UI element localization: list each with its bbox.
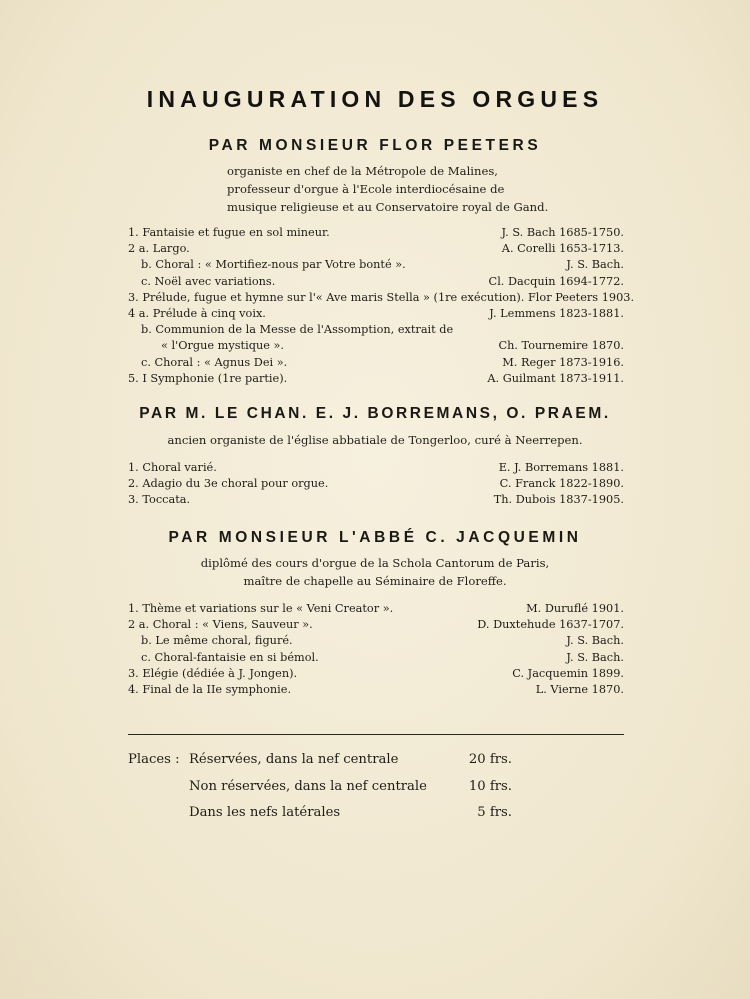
program-row (128, 633, 624, 649)
program-item: « l'Orgue mystique ». (161, 339, 284, 353)
program-item: b. Le même choral, figuré. (141, 634, 293, 648)
program-row (128, 355, 624, 371)
section-heading-jacquemin: PAR MONSIEUR L'ABBÉ C. JACQUEMIN (168, 529, 582, 546)
program-composer: C. Franck 1822-1890. (499, 477, 624, 491)
section-description-peeters (227, 162, 548, 216)
program-item: b. Communion de la Messe de l'Assomption, extrait de (141, 323, 454, 337)
price-description: Réservées, dans la nef centrale (189, 752, 399, 767)
description-line: musique religieuse et au Conservatoire royal de Gand. (227, 200, 549, 214)
description-line: organiste en chef de la Métropole de Malines, (227, 164, 498, 178)
program-item: 4. Final de la IIe symphonie. (128, 682, 292, 696)
price-row (128, 747, 548, 774)
section-heading-borremans: PAR M. LE CHAN. E. J. BORREMANS, O. PRAEM. (139, 405, 611, 422)
program-item: 5. I Symphonie (1re partie). (128, 371, 288, 385)
program-row (128, 257, 624, 273)
program-item: 2. Adagio du 3e choral pour orgue. (128, 477, 329, 491)
program-composer: A. Corelli 1653-1713. (501, 242, 624, 256)
price-description: Non réservées, dans la nef centrale (189, 778, 427, 794)
divider-rule (128, 734, 624, 735)
program-row (128, 666, 624, 682)
program-item: 3. Elégie (dédiée à J. Jongen). (128, 666, 298, 680)
program-item: 2 a. Largo. (128, 242, 190, 256)
program-composer: M. Duruflé 1901. (526, 602, 624, 615)
program-row (128, 322, 624, 338)
program-composer: Ch. Tournemire 1870. (498, 339, 624, 353)
program-row (128, 274, 624, 290)
program-row (128, 476, 624, 492)
program-row (128, 617, 624, 633)
description-line: maître de chapelle au Séminaire de Floreffe. (243, 574, 507, 588)
section-heading-peeters: PAR MONSIEUR FLOR PEETERS (208, 137, 542, 154)
program-row (128, 290, 635, 306)
section-description-borremans (0, 431, 750, 449)
page-title: INAUGURATION DES ORGUES (146, 86, 604, 112)
section-description-jacquemin (0, 554, 750, 590)
places-label: Places : (128, 752, 180, 767)
program-item: 3. Toccata. (128, 493, 191, 507)
places-pricing (128, 747, 548, 827)
program-row (128, 682, 624, 698)
program-row (128, 460, 624, 476)
program-row (128, 306, 624, 322)
price-row (128, 774, 548, 801)
program-composer: D. Duxtehude 1637-1707. (477, 618, 624, 632)
price-value: 5 frs. (477, 805, 512, 820)
program-row (128, 225, 624, 241)
description-line: professeur d'orgue à l'Ecole interdiocésaine de (227, 182, 505, 196)
program-item: c. Choral-fantaisie en si bémol. (141, 650, 319, 664)
program-item: 1. Choral varié. (128, 461, 217, 474)
price-row (128, 800, 548, 827)
program-item: 3. Prélude, fugue et hymne sur l'« Ave maris Stella » (1re exécution). Flor Peeters 1903. (128, 290, 635, 304)
program-item: c. Noël avec variations. (141, 274, 276, 288)
program-composer: A. Guilmant 1873-1911. (487, 371, 624, 385)
program-list-jacquemin (128, 601, 624, 698)
price-value: 20 frs. (468, 752, 512, 767)
program-list-borremans (128, 460, 624, 509)
price-description: Dans les nefs latérales (189, 805, 341, 820)
program-row (128, 492, 624, 508)
program-composer: C. Jacquemin 1899. (512, 666, 624, 680)
program-composer: Cl. Dacquin 1694-1772. (488, 274, 624, 288)
description-line: ancien organiste de l'église abbatiale de Tongerloo, curé à Neerrepen. (167, 433, 583, 447)
program-composer: J. S. Bach. (566, 650, 624, 664)
program-composer: J. S. Bach. (566, 258, 624, 272)
program-composer: J. S. Bach 1685-1750. (501, 226, 624, 239)
program-composer: L. Vierne 1870. (535, 682, 624, 696)
price-value: 10 frs. (468, 778, 512, 794)
program-item: 4 a. Prélude à cinq voix. (128, 306, 266, 320)
program-item: 1. Fantaisie et fugue en sol mineur. (128, 226, 330, 239)
program-row (128, 241, 624, 257)
program-item: c. Choral : « Agnus Dei ». (141, 355, 288, 369)
program-composer: M. Reger 1873-1916. (502, 355, 624, 369)
program-item: b. Choral : « Mortifiez-nous par Votre bonté ». (141, 258, 406, 272)
program-item: 1. Thème et variations sur le « Veni Creator ». (128, 602, 394, 615)
program-item: 2 a. Choral : « Viens, Sauveur ». (128, 618, 313, 632)
program-composer: E. J. Borremans 1881. (498, 461, 624, 474)
program-composer: Th. Dubois 1837-1905. (493, 493, 624, 507)
program-list-peeters (128, 225, 635, 387)
program-row (128, 601, 624, 617)
program-row (128, 371, 624, 387)
description-line: diplômé des cours d'orgue de la Schola Cantorum de Paris, (200, 556, 550, 570)
program-row (128, 338, 624, 354)
program-row (128, 650, 624, 666)
program-composer: J. Lemmens 1823-1881. (489, 306, 624, 320)
program-composer: J. S. Bach. (566, 634, 624, 648)
